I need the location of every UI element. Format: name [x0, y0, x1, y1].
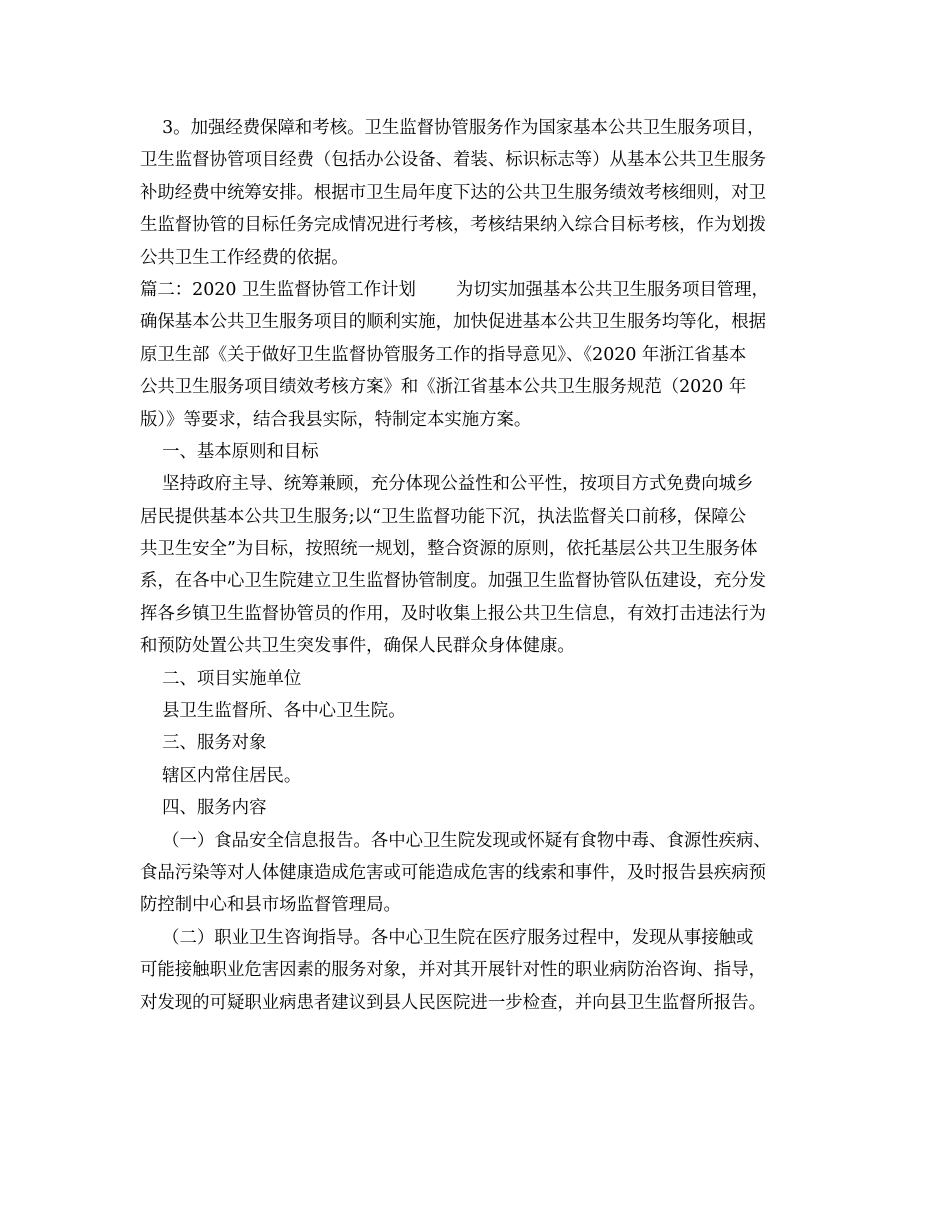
text-line: 可能接触职业危害因素的服务对象，并对其开展针对性的职业病防治咨询、指导，: [140, 960, 767, 981]
text-line: 版）》等要求，结合我县实际，特制定本实施方案。: [140, 409, 532, 430]
paragraph-food-safety: [140, 825, 820, 922]
text-line: 确保基本公共卫生服务项目的顺利实施，加快促进基本公共卫生服务均等化，根据: [140, 312, 767, 333]
text-line: 原卫生部《关于做好卫生监督协管服务工作的指导意见》、《2020 年浙江省基本: [140, 344, 747, 365]
text-line: 挥各乡镇卫生监督协管员的作用，及时收集上报公共卫生信息，有效打击违法行为: [140, 603, 767, 624]
part2-heading: 篇二：2020 卫生监督协管工作计划: [140, 279, 416, 300]
text-line: 坚持政府主导、统筹兼顾，充分体现公益性和公平性，按项目方式免费向城乡: [140, 474, 754, 495]
text-line: 补助经费中统筹安排。根据市卫生局年度下达的公共卫生服务绩效考核细则，对卫: [140, 182, 767, 203]
part2-first-line: [140, 274, 820, 306]
paragraph-targets: 辖区内常住居民。: [140, 765, 302, 786]
text-line: 对发现的可疑职业病患者建议到县人民医院进一步检查，并向县卫生监督所报告。: [140, 992, 767, 1013]
text-line: 食品污染等对人体健康造成危害或可能造成危害的线索和事件，及时报告县疾病预: [140, 862, 767, 883]
paragraph-principles: [140, 468, 820, 662]
paragraph-occupational-health: [140, 922, 820, 1019]
text-line: 居民提供基本公共卫生服务;以“卫生监督功能下沉，执法监督关口前移，保障公: [140, 506, 747, 527]
text-line: 公共卫生工作经费的依据。: [140, 247, 349, 268]
text-line: 共卫生安全”为目标，按照统一规划，整合资源的原则，依托基层公共卫生服务体: [140, 539, 758, 560]
paragraph-part2-intro: [140, 274, 820, 436]
section-heading-principles: 一、基本原则和目标: [140, 441, 319, 462]
section-heading-targets: 三、服务对象: [140, 733, 267, 754]
paragraph-funding-assessment: [140, 112, 820, 274]
text-line: 3。加强经费保障和考核。卫生监督协管服务作为国家基本公共卫生服务项目，: [140, 118, 765, 138]
document-body: [140, 112, 820, 1019]
text-line: 生监督协管的目标任务完成情况进行考核，考核结果纳入综合目标考核，作为划拨: [140, 215, 767, 236]
text-line: （一）食品安全信息报告。各中心卫生院发现或怀疑有食物中毒、食源性疾病、: [140, 830, 771, 851]
text-line: 公共卫生服务项目绩效考核方案》和《浙江省基本公共卫生服务规范（2020 年: [140, 377, 747, 398]
text-line: （二）职业卫生咨询指导。各中心卫生院在医疗服务过程中，发现从事接触或: [140, 927, 754, 948]
section-heading-content: 四、服务内容: [140, 798, 267, 819]
text-line: 卫生监督协管项目经费（包括办公设备、着装、标识标志等）从基本公共卫生服务: [140, 150, 767, 171]
text-line: 防控制中心和县市场监督管理局。: [140, 895, 401, 916]
text-line: 为切实加强基本公共卫生服务项目管理，: [455, 279, 769, 300]
paragraph-units: 县卫生监督所、各中心卫生院。: [140, 701, 406, 722]
text-line: 和预防处置公共卫生突发事件，确保人民群众身体健康。: [140, 636, 575, 657]
section-heading-units: 二、项目实施单位: [140, 668, 302, 689]
text-line: 系，在各中心卫生院建立卫生监督协管制度。加强卫生监督协管队伍建设，充分发: [140, 571, 767, 592]
